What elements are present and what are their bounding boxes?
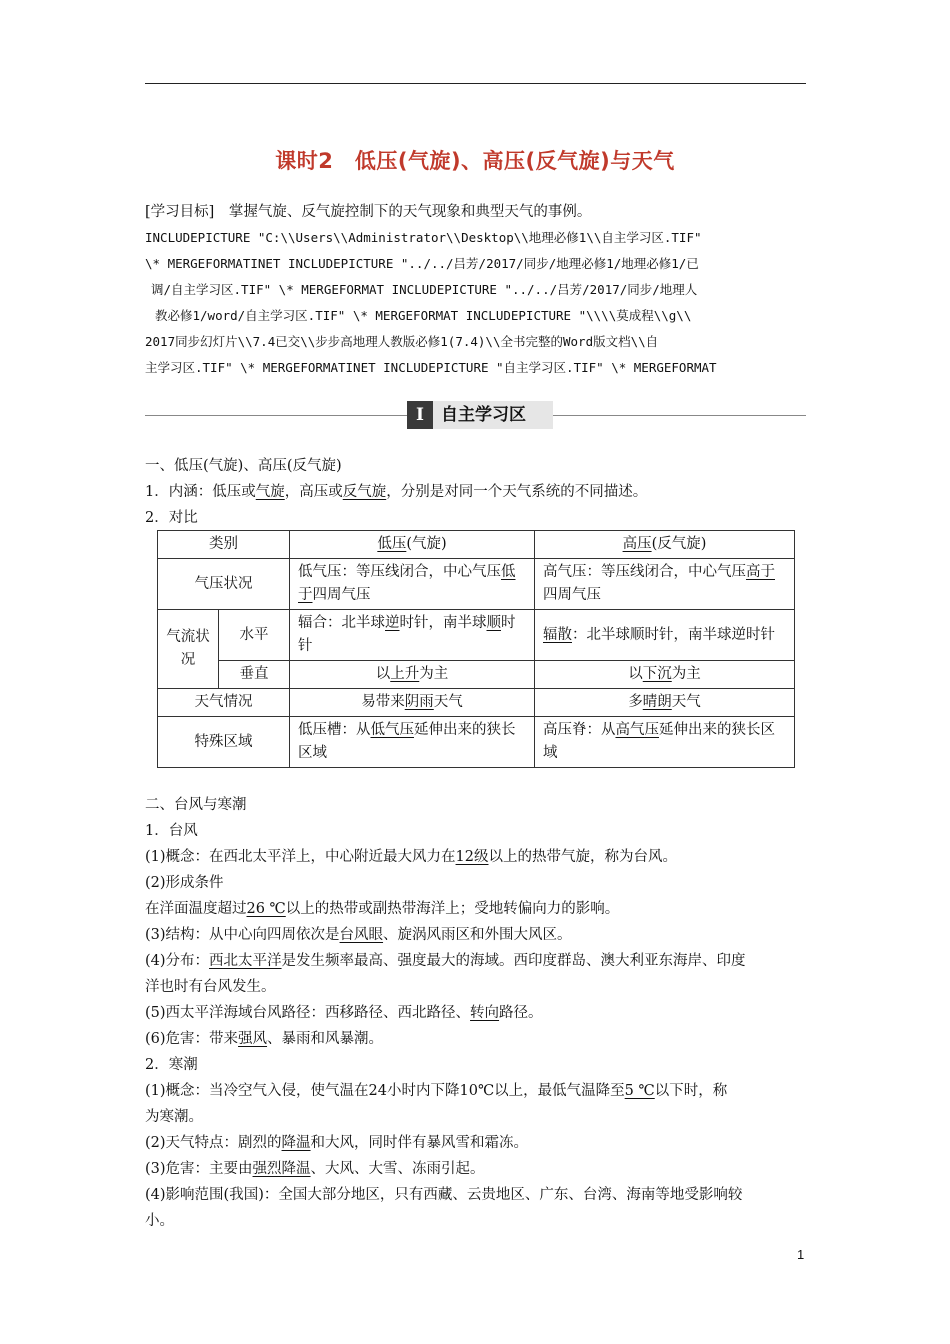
header-rule [145, 83, 806, 84]
comparison-table [157, 530, 795, 768]
banner-number: I [407, 401, 433, 429]
lesson-title: 课时2 低压(气旋)、高压(反气旋)与天气 [275, 149, 675, 173]
cell-low-weather: 易带来阴雨天气 [290, 689, 535, 717]
cell-high-special: 高压脊：从高气压延伸出来的狭长区域 [535, 717, 795, 768]
row-label-vertical: 垂直 [219, 661, 290, 689]
part1-intro [145, 453, 810, 531]
typhoon-paths: (5)西太平洋海域台风路径：西移路径、西北路径、转向路径。 [145, 1005, 543, 1021]
cold-wave-hazards: (3)危害：主要由强烈降温、大风、大雪、冻雨引起。 [145, 1161, 485, 1177]
field-code-line: \* MERGEFORMATINET INCLUDEPICTURE "../../吕芳/2017/同步/地理必修1/地理必修1/已 [145, 256, 699, 271]
comparison-heading: 2．对比 [145, 510, 198, 526]
field-code-line: 2017同步幻灯片\\7.4已交\\步步高地理人教版必修1(7.4)\\全书完整的Word版文档\\自 [145, 334, 659, 349]
table-row [158, 661, 795, 689]
table-row [158, 689, 795, 717]
typhoon-conditions-heading: (2)形成条件 [145, 875, 224, 891]
cell-low-horizontal: 辐合：北半球逆时针，南半球顺时针 [290, 610, 535, 661]
goal-block [145, 199, 810, 381]
cell-low-pressure: 低气压：等压线闭合，中心气压低于四周气压 [290, 559, 535, 610]
cold-wave-concept-cont: 为寒潮。 [145, 1109, 203, 1125]
learning-goal [145, 199, 810, 225]
typhoon-heading: 1．台风 [145, 823, 198, 839]
cold-wave-features: (2)天气特点：剧烈的降温和大风，同时伴有暴风雪和霜冻。 [145, 1135, 529, 1151]
row-label-special: 特殊区域 [158, 717, 290, 768]
cold-wave-range: (4)影响范围(我国)：全国大部分地区，只有西藏、云贵地区、广东、台湾、海南等地受影响较 [145, 1187, 743, 1203]
typhoon-concept: (1)概念：在西北太平洋上，中心附近最大风力在12级以上的热带气旋，称为台风。 [145, 849, 677, 865]
banner-label: 自主学习区 [441, 405, 526, 425]
table-header-high: 高压(反气旋) [535, 531, 795, 559]
part1-heading: 一、低压(气旋)、高压(反气旋) [145, 458, 342, 474]
definition-line: 1．内涵：低压或气旋，高压或反气旋，分别是对同一个天气系统的不同描述。 [145, 484, 648, 500]
table-row [158, 610, 795, 661]
part2-block [145, 792, 810, 1234]
typhoon-distribution-cont: 洋也时有台风发生。 [145, 979, 276, 995]
goal-label: [学习目标] [145, 204, 215, 220]
row-label-airflow: 气流状况 [158, 610, 219, 689]
cell-high-horizontal: 辐散：北半球顺时针，南半球逆时针 [535, 610, 795, 661]
cell-high-weather: 多晴朗天气 [535, 689, 795, 717]
field-code-line: 主学习区.TIF" \* MERGEFORMATINET INCLUDEPICTURE "自主学习区.TIF" \* MERGEFORMAT [145, 360, 717, 375]
table-row [158, 559, 795, 610]
part2-heading: 二、台风与寒潮 [145, 797, 247, 813]
table-header-low: 低压(气旋) [290, 531, 535, 559]
cell-high-pressure: 高气压：等压线闭合，中心气压高于四周气压 [535, 559, 795, 610]
typhoon-hazards: (6)危害：带来强风、暴雨和风暴潮。 [145, 1031, 384, 1047]
cold-wave-range-cont: 小。 [145, 1213, 174, 1229]
row-label-pressure: 气压状况 [158, 559, 290, 610]
page-number: 1 [797, 1247, 805, 1262]
cell-high-vertical: 以下沉为主 [535, 661, 795, 689]
table-row [158, 717, 795, 768]
field-code-line: INCLUDEPICTURE "C:\\Users\\Administrator\\Desktop\\地理必修1\\自主学习区.TIF" [145, 230, 702, 245]
cold-wave-heading: 2．寒潮 [145, 1057, 198, 1073]
typhoon-structure: (3)结构：从中心向四周依次是台风眼、旋涡风雨区和外围大风区。 [145, 927, 572, 943]
cell-low-special: 低压槽：从低气压延伸出来的狭长区域 [290, 717, 535, 768]
goal-text: 掌握气旋、反气旋控制下的天气现象和典型天气的事例。 [228, 204, 592, 220]
cold-wave-concept: (1)概念：当冷空气入侵，使气温在24小时内下降10℃以上，最低气温降至5 ℃以下时，称 [145, 1083, 728, 1099]
cell-low-vertical: 以上升为主 [290, 661, 535, 689]
section-banner [145, 401, 806, 429]
field-code-line: 调/自主学习区.TIF" \* MERGEFORMAT INCLUDEPICTURE "../../吕芳/2017/同步/地理人 [151, 282, 698, 297]
table-row [158, 531, 795, 559]
typhoon-distribution: (4)分布：西北太平洋是发生频率最高、强度最大的海域。西印度群岛、澳大利亚东海岸、印度 [145, 953, 746, 969]
table-header-category: 类别 [158, 531, 290, 559]
typhoon-conditions: 在洋面温度超过26 ℃以上的热带或副热带海洋上；受地转偏向力的影响。 [145, 901, 620, 917]
row-label-weather: 天气情况 [158, 689, 290, 717]
row-label-horizontal: 水平 [219, 610, 290, 661]
field-code-line: 教必修1/word/自主学习区.TIF" \* MERGEFORMAT INCLUDEPICTURE "\\\\莫成程\\g\\ [155, 308, 692, 323]
